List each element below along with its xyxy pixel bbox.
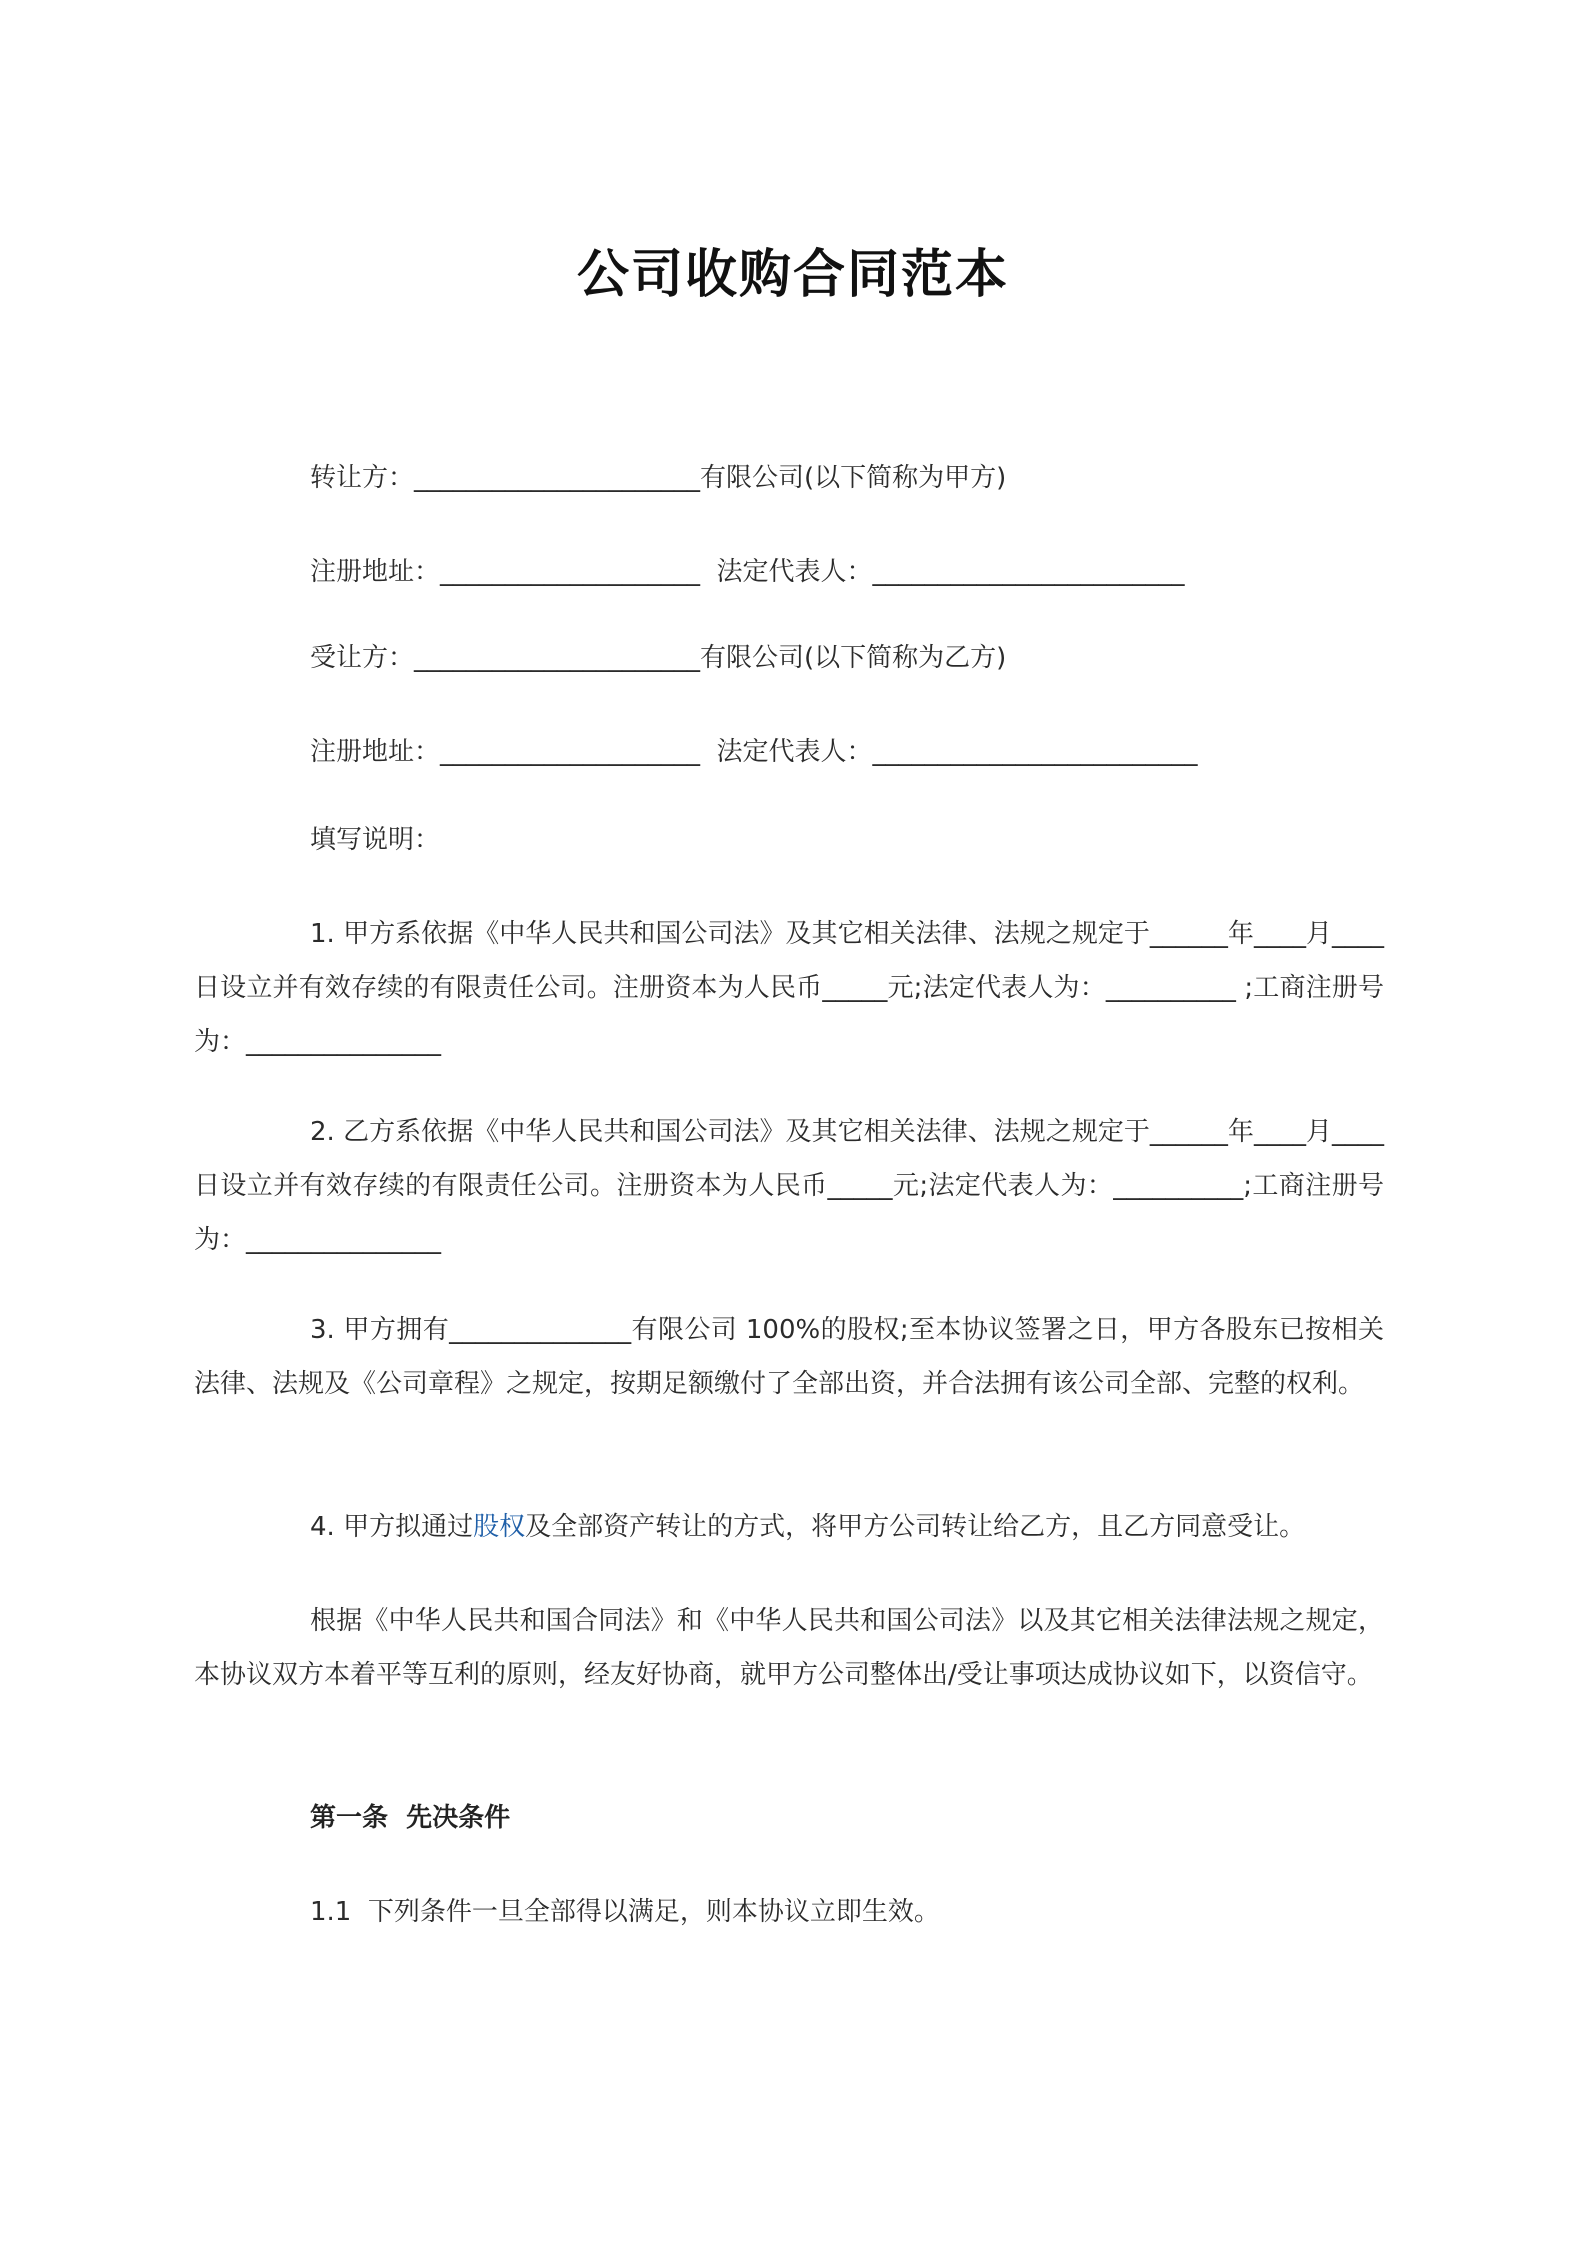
transferee-address-line: 注册地址：____________________ 法定代表人：_________________________	[310, 737, 1198, 767]
transferee-line: 受让方：______________________有限公司(以下简称为乙方)	[310, 643, 1007, 673]
item-1-paragraph: 1. 甲方系依据《中华人民共和国公司法》及其它相关法律、法规之规定于______年____月____日设立并有效存续的有限责任公司。注册资本为人民币_____元;法定代表人为：__________ ;工商注册号为：_______________	[194, 919, 1384, 1057]
article-1-heading: 第一条 先决条件	[310, 1803, 511, 1833]
equity-link[interactable]: 股权	[473, 1512, 526, 1542]
transferor-line: 转让方：______________________有限公司(以下简称为甲方)	[310, 463, 1007, 493]
transferor-address-line: 注册地址：____________________ 法定代表人：________________________	[310, 557, 1185, 587]
preamble-paragraph: 根据《中华人民共和国合同法》和《中华人民共和国公司法》以及其它相关法律法规之规定，本协议双方本着平等互利的原则，经友好协商，就甲方公司整体出/受让事项达成协议如下，以资信守。	[194, 1606, 1384, 1690]
document-title: 公司收购合同范本	[576, 245, 1009, 305]
item-2-paragraph: 2. 乙方系依据《中华人民共和国公司法》及其它相关法律、法规之规定于______年____月____日设立并有效存续的有限责任公司。注册资本为人民币_____元;法定代表人为：__________;工商注册号为：_______________	[194, 1117, 1384, 1255]
item-3-paragraph: 3. 甲方拥有______________有限公司 100%的股权;至本协议签署之日，甲方各股东已按相关法律、法规及《公司章程》之规定，按期足额缴付了全部出资，并合法拥有该公司全部、完整的权利。	[194, 1315, 1384, 1399]
item-4-paragraph	[194, 1500, 1384, 1554]
item-4-text-end: 及全部资产转让的方式，将甲方公司转让给乙方，且乙方同意受让。	[525, 1512, 1306, 1542]
instructions-label: 填写说明：	[310, 825, 441, 855]
clause-1-1: 1.1 下列条件一旦全部得以满足，则本协议立即生效。	[310, 1897, 940, 1927]
item-4-text-start: 4. 甲方拟通过	[310, 1512, 474, 1542]
